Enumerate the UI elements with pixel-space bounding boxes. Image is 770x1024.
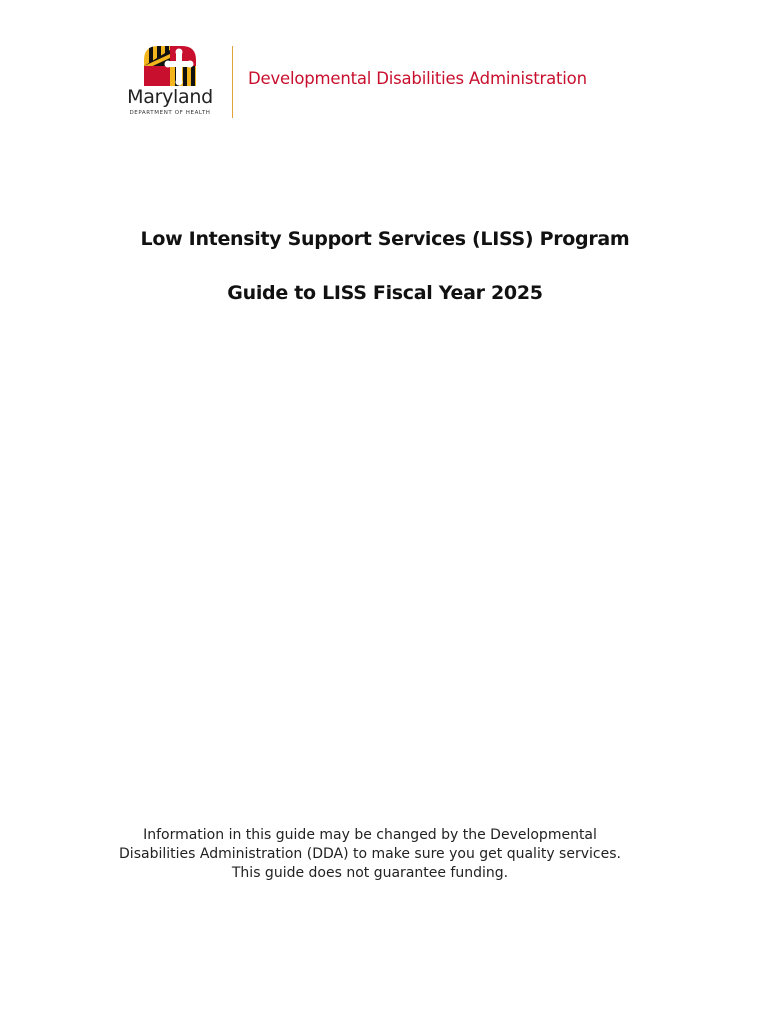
disclaimer-line: Information in this guide may be changed by the Developmental [143,827,597,843]
document-title: Low Intensity Support Services (LISS) Program [140,228,630,250]
agency-name: Developmental Disabilities Administration [248,69,587,88]
disclaimer-line: Disabilities Administration (DDA) to make sure you get quality services. [119,846,621,862]
logo-wordmark: Maryland [127,86,213,108]
document-header [118,44,222,120]
maryland-flag-emblem-icon [140,44,200,86]
document-subtitle: Guide to LISS Fiscal Year 2025 [227,282,543,304]
maryland-department-of-health-logo [118,44,222,120]
disclaimer-notice [0,826,740,883]
logo-subtitle: DEPARTMENT OF HEALTH [129,110,211,116]
disclaimer-line: This guide does not guarantee funding. [231,865,509,881]
header-divider [232,46,233,118]
